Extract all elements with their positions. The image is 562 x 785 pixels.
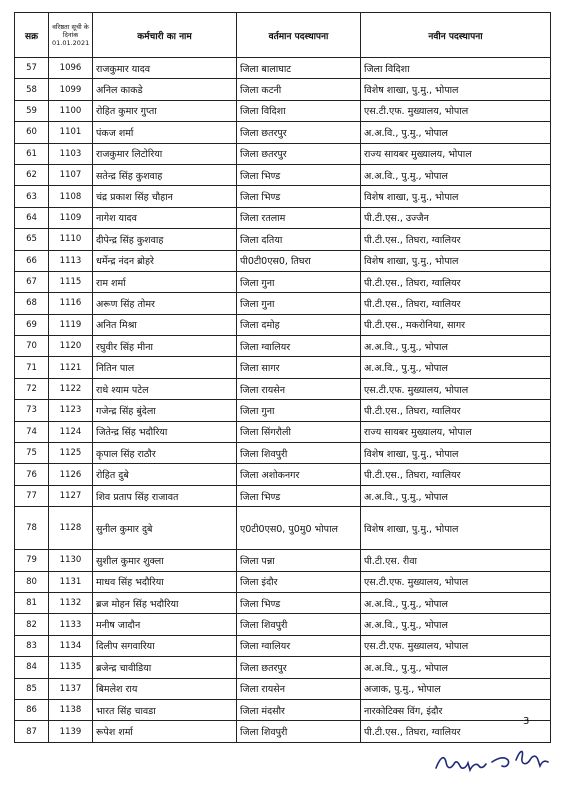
posting-table-sheet [14,12,550,743]
table-row [15,357,551,378]
cell-seniority: 1115 [49,271,93,292]
cell-new-posting: अ.अ.वि., पु.मु., भोपाल [361,657,551,678]
cell-new-posting: पी.टी.एस., तिघरा, ग्वालियर [361,293,551,314]
cell-sno: 58 [15,79,49,100]
cell-sno: 83 [15,635,49,656]
cell-current-posting: जिला गुना [237,293,361,314]
header-new-posting: नवीन पदस्थापना [361,13,551,58]
cell-employee-name: अरूण सिंह तोमर [93,293,237,314]
cell-current-posting: जिला भिण्ड [237,186,361,207]
cell-new-posting: विशेष शाखा, पु.मु., भोपाल [361,443,551,464]
cell-seniority: 1100 [49,100,93,121]
cell-employee-name: सुशील कुमार शुक्ला [93,550,237,571]
cell-seniority: 1101 [49,122,93,143]
cell-seniority: 1116 [49,293,93,314]
cell-employee-name: नागेश यादव [93,207,237,228]
cell-employee-name: रघुवीर सिंह मीना [93,336,237,357]
cell-new-posting: विशेष शाखा, पु.मु., भोपाल [361,186,551,207]
table-row [15,336,551,357]
cell-new-posting: अ.अ.वि., पु.मु., भोपाल [361,122,551,143]
cell-current-posting: जिला ग्वालियर [237,336,361,357]
cell-new-posting: अजाक, पु.मु., भोपाल [361,678,551,699]
cell-seniority: 1108 [49,186,93,207]
cell-sno: 75 [15,443,49,464]
cell-current-posting: जिला छतरपुर [237,122,361,143]
cell-seniority: 1110 [49,229,93,250]
cell-employee-name: दीपेन्द्र सिंह कुशवाह [93,229,237,250]
cell-new-posting: एस.टी.एफ. मुख्यालय, भोपाल [361,378,551,399]
header-employee-name: कर्मचारी का नाम [93,13,237,58]
cell-employee-name: चंद्र प्रकाश सिंह चौहान [93,186,237,207]
cell-employee-name: मनीष जादौन [93,614,237,635]
cell-seniority: 1137 [49,678,93,699]
cell-new-posting: विशेष शाखा, पु.मु., भोपाल [361,250,551,271]
cell-employee-name: नितिन पाल [93,357,237,378]
cell-sno: 70 [15,336,49,357]
cell-seniority: 1121 [49,357,93,378]
cell-current-posting: जिला ग्वालियर [237,635,361,656]
table-row [15,635,551,656]
cell-current-posting: जिला इंदौर [237,571,361,592]
cell-seniority: 1109 [49,207,93,228]
cell-new-posting: एस.टी.एफ. मुख्यालय, भोपाल [361,571,551,592]
cell-employee-name: सतेन्द्र सिंह कुशवाह [93,164,237,185]
table-row [15,464,551,485]
cell-employee-name: दिलीप सगवारिया [93,635,237,656]
table-row [15,100,551,121]
cell-employee-name: रोहित कुमार गुप्ता [93,100,237,121]
cell-new-posting: पी.टी.एस. रीवा [361,550,551,571]
table-row [15,421,551,442]
cell-current-posting: जिला बालाघाट [237,58,361,79]
cell-new-posting: एस.टी.एफ. मुख्यालय, भोपाल [361,100,551,121]
header-sno: सक्र [15,13,49,58]
table-row [15,699,551,720]
cell-current-posting: जिला भिण्ड [237,164,361,185]
cell-seniority: 1119 [49,314,93,335]
table-row [15,507,551,550]
cell-sno: 73 [15,400,49,421]
cell-current-posting: जिला छतरपुर [237,143,361,164]
table-row [15,592,551,613]
table-row [15,122,551,143]
cell-seniority: 1134 [49,635,93,656]
cell-sno: 63 [15,186,49,207]
cell-employee-name: अनिल काकडे [93,79,237,100]
table-row [15,186,551,207]
cell-seniority: 1135 [49,657,93,678]
cell-seniority: 1139 [49,721,93,742]
header-current-posting: वर्तमान पदस्थापना [237,13,361,58]
cell-current-posting: जिला रायसेन [237,378,361,399]
cell-current-posting: जिला शिवपुरी [237,721,361,742]
cell-employee-name: अनित मिश्रा [93,314,237,335]
cell-sno: 67 [15,271,49,292]
cell-seniority: 1131 [49,571,93,592]
cell-employee-name: सुनील कुमार दुबे [93,507,237,550]
table-row [15,293,551,314]
cell-sno: 76 [15,464,49,485]
cell-new-posting: नारकोटिक्स विंग, इंदौर [361,699,551,720]
cell-employee-name: माधव सिंह भदौरिया [93,571,237,592]
header-seniority: वरिष्ठता सूची के दिनांक 01.01.2021 [49,13,93,58]
table-row [15,571,551,592]
cell-current-posting: जिला सागर [237,357,361,378]
cell-current-posting: जिला अशोकनगर [237,464,361,485]
cell-employee-name: ब्रज मोहन सिंह भदौरिया [93,592,237,613]
cell-sno: 72 [15,378,49,399]
handwritten-signature [432,740,552,780]
cell-new-posting: पी.टी.एस., तिघरा, ग्वालियर [361,271,551,292]
cell-employee-name: कृपाल सिंह राठौर [93,443,237,464]
table-row [15,143,551,164]
cell-sno: 71 [15,357,49,378]
cell-new-posting: जिला विदिशा [361,58,551,79]
cell-current-posting: जिला मंदसौर [237,699,361,720]
cell-seniority: 1123 [49,400,93,421]
cell-current-posting: जिला भिण्ड [237,485,361,506]
table-row [15,229,551,250]
cell-employee-name: गजेन्द्र सिंह बुंदेला [93,400,237,421]
cell-sno: 87 [15,721,49,742]
cell-sno: 77 [15,485,49,506]
cell-sno: 79 [15,550,49,571]
cell-sno: 86 [15,699,49,720]
cell-new-posting: अ.अ.वि., पु.मु., भोपाल [361,592,551,613]
cell-sno: 64 [15,207,49,228]
table-row [15,485,551,506]
cell-employee-name: जितेन्द्र सिंह भदौरिया [93,421,237,442]
cell-current-posting: जिला कटनी [237,79,361,100]
cell-seniority: 1132 [49,592,93,613]
cell-employee-name: राम शर्मा [93,271,237,292]
table-row [15,79,551,100]
cell-current-posting: जिला शिवपुरी [237,614,361,635]
cell-current-posting: जिला रायसेन [237,678,361,699]
cell-employee-name: राजकुमार लिटोरिया [93,143,237,164]
cell-current-posting: जिला दतिया [237,229,361,250]
cell-seniority: 1124 [49,421,93,442]
cell-current-posting: जिला सिंगरौली [237,421,361,442]
cell-seniority: 1128 [49,507,93,550]
cell-seniority: 1099 [49,79,93,100]
cell-employee-name: शिव प्रताप सिंह राजावत [93,485,237,506]
cell-seniority: 1107 [49,164,93,185]
cell-employee-name: भारत सिंह चावडा [93,699,237,720]
table-row [15,657,551,678]
cell-new-posting: पी.टी.एस., तिघरा, ग्वालियर [361,721,551,742]
cell-current-posting: पी0टी0एस0, तिघरा [237,250,361,271]
cell-sno: 57 [15,58,49,79]
table-row [15,678,551,699]
table-row [15,250,551,271]
table-row [15,164,551,185]
cell-sno: 78 [15,507,49,550]
cell-new-posting: पी.टी.एस., तिघरा, ग्वालियर [361,464,551,485]
cell-seniority: 1138 [49,699,93,720]
cell-seniority: 1103 [49,143,93,164]
table-row [15,58,551,79]
cell-new-posting: अ.अ.वि., पु.मु., भोपाल [361,614,551,635]
table-row [15,614,551,635]
cell-new-posting: राज्य सायबर मुख्यालय, भोपाल [361,421,551,442]
cell-sno: 61 [15,143,49,164]
cell-employee-name: पंकज शर्मा [93,122,237,143]
cell-employee-name: रोहित दुबे [93,464,237,485]
cell-seniority: 1096 [49,58,93,79]
cell-current-posting: जिला छतरपुर [237,657,361,678]
cell-sno: 82 [15,614,49,635]
cell-sno: 69 [15,314,49,335]
cell-sno: 81 [15,592,49,613]
cell-new-posting: एस.टी.एफ. मुख्यालय, भोपाल [361,635,551,656]
cell-employee-name: धर्मेन्द्र नंदन ब्रोहरे [93,250,237,271]
cell-sno: 80 [15,571,49,592]
cell-sno: 65 [15,229,49,250]
cell-seniority: 1127 [49,485,93,506]
cell-employee-name: ब्रजेन्द्र चावीडिया [93,657,237,678]
cell-sno: 62 [15,164,49,185]
cell-sno: 66 [15,250,49,271]
cell-new-posting: विशेष शाखा, पु.मु., भोपाल [361,507,551,550]
table-row [15,378,551,399]
cell-new-posting: राज्य सायबर मुख्यालय, भोपाल [361,143,551,164]
cell-sno: 60 [15,122,49,143]
cell-employee-name: राधे श्याम पटेल [93,378,237,399]
table-row [15,550,551,571]
cell-current-posting: जिला रतलाम [237,207,361,228]
cell-current-posting: जिला गुना [237,271,361,292]
cell-seniority: 1122 [49,378,93,399]
cell-seniority: 1133 [49,614,93,635]
table-row [15,400,551,421]
cell-employee-name: बिमलेश राय [93,678,237,699]
cell-employee-name: रूपेश शर्मा [93,721,237,742]
cell-seniority: 1130 [49,550,93,571]
cell-seniority: 1120 [49,336,93,357]
cell-new-posting: अ.अ.वि., पु.मु., भोपाल [361,336,551,357]
cell-new-posting: विशेष शाखा, पु.मु., भोपाल [361,79,551,100]
table-row [15,443,551,464]
page-number: 3 [523,716,530,727]
cell-seniority: 1113 [49,250,93,271]
table-row [15,207,551,228]
cell-current-posting: जिला विदिशा [237,100,361,121]
cell-seniority: 1126 [49,464,93,485]
cell-sno: 74 [15,421,49,442]
cell-new-posting: अ.अ.वि., पु.मु., भोपाल [361,164,551,185]
cell-sno: 68 [15,293,49,314]
cell-new-posting: पी.टी.एस., उज्जैन [361,207,551,228]
cell-current-posting: ए0टी0एस0, पु0मु0 भोपाल [237,507,361,550]
table-row [15,721,551,742]
cell-new-posting: अ.अ.वि., पु.मु., भोपाल [361,485,551,506]
cell-seniority: 1125 [49,443,93,464]
cell-sno: 85 [15,678,49,699]
cell-employee-name: राजकुमार यादव [93,58,237,79]
table-row [15,271,551,292]
cell-sno: 59 [15,100,49,121]
cell-new-posting: पी.टी.एस., मकरोनिया, सागर [361,314,551,335]
cell-new-posting: पी.टी.एस., तिघरा, ग्वालियर [361,229,551,250]
cell-new-posting: पी.टी.एस., तिघरा, ग्वालियर [361,400,551,421]
cell-current-posting: जिला गुना [237,400,361,421]
table-row [15,314,551,335]
cell-new-posting: अ.अ.वि., पु.मु., भोपाल [361,357,551,378]
cell-current-posting: जिला दमोह [237,314,361,335]
cell-current-posting: जिला शिवपुरी [237,443,361,464]
cell-current-posting: जिला पन्ना [237,550,361,571]
table-header-row [15,13,551,58]
cell-current-posting: जिला भिण्ड [237,592,361,613]
posting-table [14,12,551,743]
cell-sno: 84 [15,657,49,678]
table-body [15,58,551,743]
